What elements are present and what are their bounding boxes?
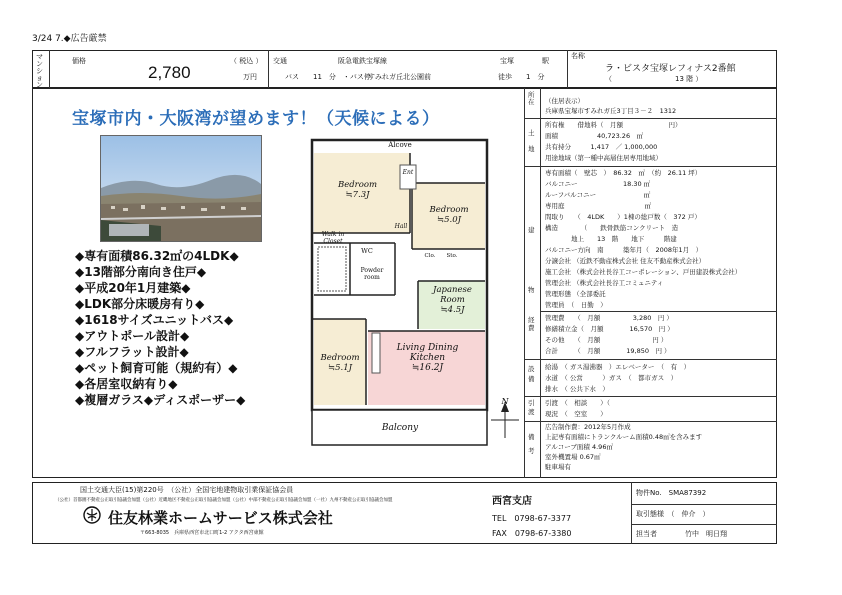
property-name: ラ・ビスタ宝塚レフィナス2番館 bbox=[605, 64, 736, 74]
building-line: ルーフバルコニー ㎡ bbox=[545, 191, 651, 199]
feature-item: ◆フルフラット設計◆ bbox=[75, 345, 189, 359]
facility-line: 水道 （ 公営 ）ガス （ 都市ガス ） bbox=[545, 374, 678, 382]
building-line: 管理員 （ 日勤 ） bbox=[545, 301, 607, 309]
fee-line: その他 （ 月額 円 ） bbox=[545, 336, 668, 344]
delivery-side: 引渡 bbox=[528, 399, 535, 416]
room-ldk: Living Dining Kitchen ≒16.2J bbox=[396, 343, 459, 373]
facility-line: 排水 （ 公共下水 ） bbox=[545, 385, 609, 393]
note-line: 室外機置場 0.67㎡ bbox=[545, 453, 601, 461]
room-alcove: Alcove bbox=[388, 141, 412, 149]
room-balcony: Balcony bbox=[381, 423, 419, 433]
footer-association: （公社）首都圏不動産公正取引協議会加盟（公社）近畿地区不動産公正取引協議会加盟（公社）中部不動産公正取引協議会加盟（一社）九州不動産公正取引協議会加盟 bbox=[55, 498, 393, 503]
room-closet: Clo. bbox=[424, 253, 436, 259]
building-line: 構造 （ 鉄骨鉄筋コンクリート 造 bbox=[545, 224, 679, 232]
building-line: 施工会社 （株式会社長谷工コーポレーション、戸田建設株式会社） bbox=[545, 268, 742, 276]
room-walk-in-closet: Walk in Closet bbox=[321, 231, 345, 245]
notes-side: 備考 bbox=[528, 433, 535, 455]
feature-item: ◆ペット飼育可能（規約有）◆ bbox=[75, 361, 238, 375]
transport-bus-stop: すみれガ丘北公園前 bbox=[368, 73, 431, 81]
floor-plan bbox=[300, 135, 520, 465]
building-line: 管理会社 （株式会社長谷工コミュニティ bbox=[545, 279, 664, 287]
room-bedroom-2: Bedroom ≒5.0J bbox=[429, 205, 469, 225]
transport-station-suffix: 駅 bbox=[542, 57, 549, 65]
building-side: 建物 bbox=[528, 226, 535, 294]
name-label: 名称 bbox=[571, 52, 585, 60]
transport-label: 交通 bbox=[273, 57, 287, 65]
location-side: 所在 bbox=[528, 91, 535, 106]
company-address: 〒663-8035 兵庫県西宮市北口町1-2 アクタ西宮東館 bbox=[140, 530, 264, 536]
view-photo bbox=[100, 135, 262, 242]
note-line: 広告制作費：2012年5月作成 bbox=[545, 423, 631, 431]
building-line: 専有面積（ 壁芯 ） 86.32 ㎡ （約 26.11 坪） bbox=[545, 169, 702, 177]
note-line: アルコーブ面積 4.96㎡ bbox=[545, 443, 613, 451]
feature-item: ◆専有面積86.32㎡の4LDK◆ bbox=[75, 249, 239, 263]
transport-bus: バス 11 分 ・バス停 bbox=[285, 73, 371, 81]
feature-item: ◆複層ガラス◆ディスポーザー◆ bbox=[75, 393, 246, 407]
company-name: 住友林業ホームサービス株式会社 bbox=[108, 509, 333, 527]
room-hall: Hall bbox=[394, 223, 408, 230]
room-storage: Sto. bbox=[446, 253, 458, 259]
building-line: 専用庭 ㎡ bbox=[545, 202, 652, 210]
branch-name: 西宮支店 bbox=[492, 496, 532, 507]
location-line: 兵庫県宝塚市すみれガ丘3丁目３－２ 1312 bbox=[545, 107, 677, 115]
feature-item: ◆アウトポール設計◆ bbox=[75, 329, 190, 343]
location-line: （住居表示） bbox=[545, 97, 584, 105]
room-powder: Powder room bbox=[360, 267, 384, 281]
fax-number: FAX 0798-67-3380 bbox=[492, 529, 572, 538]
price-label: 価格 bbox=[72, 57, 86, 65]
listing-number: 物件No. SMA87392 bbox=[636, 489, 707, 497]
footer-license: 国土交通大臣(15)第220号 （公社）全国宅地建物取引業保証協会員 bbox=[80, 486, 294, 494]
staff-name: 担当者 竹中 明日翔 bbox=[636, 530, 727, 538]
room-japanese: Japanese Room ≒4.5J bbox=[433, 285, 472, 315]
price-unit: 万円 bbox=[243, 73, 257, 81]
note-line: 上記専有面積にトランクルーム面積0.48㎡を含みます bbox=[545, 433, 703, 441]
feature-item: ◆LDK部分床暖房有り◆ bbox=[75, 297, 205, 311]
land-line: 面積 40,723.26 ㎡ bbox=[545, 132, 644, 140]
facility-line: 給湯 （ ガス湯沸器 ）エレベーター （ 有 ） bbox=[545, 363, 691, 371]
headline: 宝塚市内・大阪湾が望めます！（天候による） bbox=[72, 109, 440, 129]
building-line: バルコニー 18.30 ㎡ bbox=[545, 180, 651, 188]
room-wc: WC bbox=[361, 247, 373, 255]
feature-item: ◆平成20年1月建築◆ bbox=[75, 281, 191, 295]
room-bedroom-3: Bedroom ≒5.1J bbox=[320, 353, 360, 373]
north-arrow-label: N bbox=[501, 397, 509, 406]
feature-item: ◆1618サイズユニットバス◆ bbox=[75, 313, 234, 327]
room-entrance: Ent bbox=[402, 169, 414, 176]
company-logo-icon bbox=[83, 506, 101, 524]
land-line: 共有持分 1,417 ／ 1,000,000 bbox=[545, 143, 658, 151]
building-line: 管理形態 （全部委託 bbox=[545, 290, 606, 298]
property-type-label: マンション bbox=[36, 53, 43, 89]
price-value: 2,780 bbox=[148, 63, 191, 82]
transport-walk: 徒歩 1 分 bbox=[498, 73, 545, 81]
fee-line: 合計 （ 月額 19,850 円 ） bbox=[545, 347, 671, 355]
building-line: 間取り （ 4LDK ）1棟の総戸数（ 372 戸） bbox=[545, 213, 701, 221]
property-floor: （ 13 階 ） bbox=[605, 75, 703, 83]
delivery-line: 引渡 （ 相談 ）（ bbox=[545, 399, 610, 407]
land-line: 用途地域（第一種中高層住居専用地域） bbox=[545, 154, 662, 162]
building-line: バルコニー方向 南 築年月（ 2008年1月 ） bbox=[545, 246, 703, 254]
fee-line: 修繕積立金（ 月額 16,570 円 ） bbox=[545, 325, 674, 333]
facilities-side: 設備 bbox=[528, 365, 535, 383]
transport-line: 阪急電鉄宝塚線 bbox=[338, 57, 387, 65]
phone-number: TEL 0798-67-3377 bbox=[492, 514, 572, 523]
feature-item: ◆13階部分南向き住戸◆ bbox=[75, 265, 207, 279]
features-list bbox=[75, 248, 245, 408]
feature-item: ◆各居室収納有り◆ bbox=[75, 377, 178, 391]
price-tax-note: （ 税込 ） bbox=[230, 57, 263, 65]
fees-side: 経費 bbox=[528, 316, 535, 332]
header-code: 3/24 7.◆広告厳禁 bbox=[32, 34, 107, 44]
transport-station: 宝塚 bbox=[500, 57, 514, 65]
building-line: 地上 13 階 地下 階建 bbox=[545, 235, 677, 243]
delivery-line: 現況 （ 空室 ） bbox=[545, 410, 607, 418]
note-line: 駐車場有 bbox=[545, 463, 571, 471]
land-line: 所有権 借地料（ 月額 円） bbox=[545, 121, 682, 129]
fee-line: 管理費 （ 月額 3,280 円 ） bbox=[545, 314, 673, 322]
building-line: 分譲会社 （近鉄不動産株式会社 住友不動産株式会社） bbox=[545, 257, 706, 265]
land-side: 土地 bbox=[528, 129, 535, 153]
deal-type: 取引態様 （ 仲介 ） bbox=[636, 510, 710, 518]
room-bedroom-1: Bedroom ≒7.3J bbox=[337, 180, 378, 200]
